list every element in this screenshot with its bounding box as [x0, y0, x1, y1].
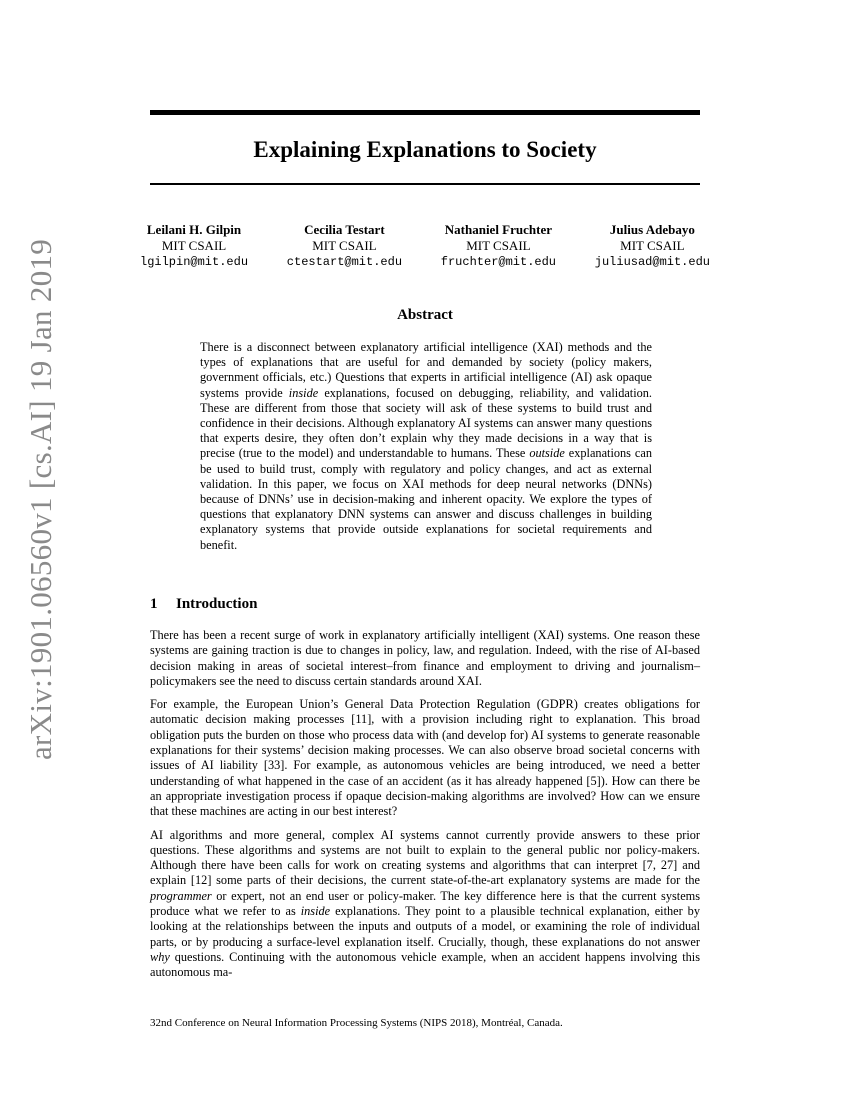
title-bottom-rule — [150, 183, 700, 185]
author-list — [140, 222, 710, 270]
paragraph-emphasis: why — [150, 949, 170, 964]
abstract-text-part: explanations can be used to build trust, comply with regulatory and policy changes, and act as external validation. In this paper, we focus on XAI methods for deep neural networks (DNNs) because of DNNs’ use in decision-making and inherent opacity. We explore the types of questions that explanatory DNN systems can answer and discuss challenges in building explanatory systems that provide outside explanations for societal requirements and benefit. — [200, 446, 652, 552]
abstract-text-part: There is a disconnect between explanatory artificial intelligence (XAI) methods and the types of explanations that are useful for and demanded by society (policy makers, government officials, etc.) Questions that experts in artificial intelligence (AI) ask opaque systems provide — [200, 340, 652, 400]
paragraph: There has been a recent surge of work in explanatory artificially intelligent (XAI) systems. One reason these systems are gaining traction is due to changes in policy, law, and regulation. Indeed, with the rise of AI-based decision making in areas of societal interest–from finance and employment to driving and journalism–policymakers see the need to discuss certain standards around XAI. — [150, 628, 700, 688]
paragraph-text-part: or expert, not an end user or policy-maker. The key difference here is that the current systems produce what we refer to as — [150, 888, 700, 919]
arxiv-identifier: arXiv:1901.06560v1 [cs.AI] 19 Jan 2019 — [23, 238, 58, 760]
paper-title: Explaining Explanations to Society — [253, 137, 597, 162]
section-heading — [150, 596, 257, 613]
author-block — [595, 222, 710, 270]
abstract-emphasis: outside — [529, 446, 565, 461]
author-name: Nathaniel Fruchter — [444, 222, 552, 237]
abstract-heading: Abstract — [397, 307, 453, 323]
author-email[interactable]: ctestart@mit.edu — [286, 255, 403, 269]
author-affiliation: MIT CSAIL — [620, 238, 685, 253]
paragraph-emphasis: programmer — [150, 888, 212, 903]
author-affiliation: MIT CSAIL — [161, 238, 227, 253]
paragraph-emphasis: inside — [300, 904, 331, 919]
title-top-rule — [150, 110, 700, 115]
author-email[interactable]: juliusad@mit.edu — [594, 255, 710, 269]
abstract-emphasis: inside — [288, 385, 319, 400]
author-name: Cecilia Testart — [304, 222, 385, 237]
paragraph-text-part: explanations. They point to a plausible technical explanation, either by looking at the relationships between the inputs and outputs of a model, or examining the role of individual parts, or by producing a surface-level explanation itself. Crucially, though, these explanations do not answer — [150, 904, 700, 949]
author-affiliation: MIT CSAIL — [466, 238, 531, 253]
author-block — [441, 222, 556, 270]
author-block — [287, 222, 402, 270]
author-email[interactable]: fruchter@mit.edu — [440, 255, 556, 269]
paragraph-text-part: AI algorithms and more general, complex AI systems cannot currently provide answers to these prior questions. These algorithms and systems are not built to explain to the general public nor policy-makers. Although there have been calls for work on creating systems and algorithms that can interpret [7, 27] and explain [12] some parts of their decisions, the current state-of-the-art explanatory systems are made for the — [150, 827, 700, 888]
author-affiliation: MIT CSAIL — [312, 238, 377, 253]
paragraph-text-part: questions. Continuing with the autonomous vehicle example, when an accident happens involving this autonomous ma- — [150, 949, 700, 980]
conference-footnote: 32nd Conference on Neural Information Processing Systems (NIPS 2018), Montréal, Canada. — [150, 1017, 563, 1029]
abstract-text-part: explanations, focused on debugging, reliability, and validation. These are different from those that society will ask of these systems to build trust and confidence in their decisions. Although explanatory AI systems can answer many questions that experts desire, they often don’t explain why they made decisions in a way that is precise (true to the model) and understandable to humans. These — [200, 385, 653, 461]
paragraph — [150, 828, 700, 981]
paragraph: For example, the European Union’s General Data Protection Regulation (GDPR) creates obligations for automatic decision making processes [11], with a provision including right to explanation. This broad obligation puts the burden on those who process data with (and develop for) AI systems to generate reasonable explanations for their systems’ decision making processes. We can also observe broad societal concerns with issues of AI liability [33]. For example, as autonomous vehicles are being introduced, we need a better understanding of what happened in the case of an accident (as it has already happened [5]). How can there be an appropriate investigation process if opaque decision-making algorithms are involved? How can we ensure that these machines are acting in our best interest? — [150, 697, 700, 819]
author-name: Leilani H. Gilpin — [146, 222, 242, 237]
section-body — [150, 628, 700, 989]
author-block — [140, 222, 248, 270]
author-name: Julius Adebayo — [609, 222, 695, 237]
author-email[interactable]: lgilpin@mit.edu — [140, 255, 249, 269]
abstract-text — [200, 340, 652, 553]
section-title: Introduction — [176, 596, 258, 612]
section-number: 1 — [150, 596, 158, 612]
